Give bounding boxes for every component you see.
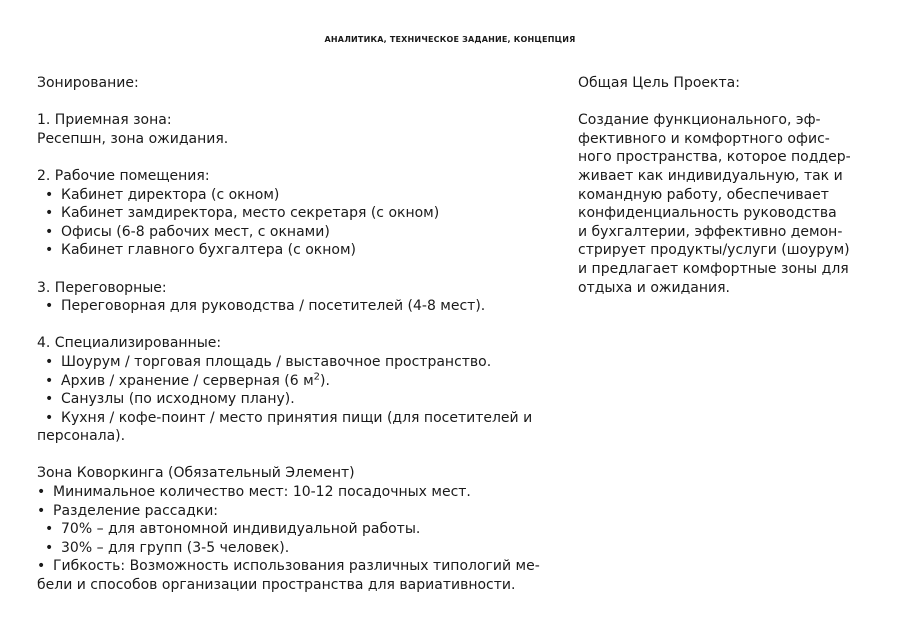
list-item: • 70% – для автономной индивидуальной работы. [45, 521, 421, 538]
list-item: • Разделение рассадки: [37, 502, 219, 519]
goal-text-line: стрирует продукты/услуги (шоурум) [578, 242, 850, 259]
list-item: • Санузлы (по исходному плану). [45, 391, 295, 408]
list-item: • Кухня / кофе-поинт / место принятия пищи (для посетителей и [45, 409, 533, 426]
list-item: • Гибкость: Возможность использования различных типологий ме- [37, 558, 540, 575]
goal-text-line: живает как индивидуальную, так и [578, 167, 843, 184]
goal-text-line: и бухгалтерии, эффективно демон- [578, 223, 843, 240]
list-item: • Кабинет замдиректора, место секретаря (с окном) [45, 205, 440, 222]
reception-text: Ресепшн, зона ожидания. [37, 130, 229, 147]
list-item: • Кабинет директора (с окном) [45, 186, 280, 203]
coworking-heading: Зона Коворкинга (Обязательный Элемент) [37, 465, 355, 482]
list-item-continuation: бели и способов организации пространства для вариативности. [37, 577, 516, 594]
page-header: АНАЛИТИКА, ТЕХНИЧЕСКОЕ ЗАДАНИЕ, КОНЦЕПЦИЯ [324, 35, 576, 44]
list-item: • Шоурум / торговая площадь / выставочное пространство. [45, 353, 492, 370]
zoning-column [37, 74, 557, 595]
goal-text-line: командную работу, обеспечивает [578, 186, 829, 203]
list-item: • Офисы (6-8 рабочих мест, с окнами) [45, 223, 330, 240]
goal-text-line: конфиденциальность руководства [578, 205, 837, 222]
list-item-continuation: персонала). [37, 428, 126, 445]
goal-text-line: фективного и комфортного офис- [578, 130, 830, 147]
goal-text-line: ного пространства, которое поддер- [578, 149, 851, 166]
zoning-title: Зонирование: [37, 75, 139, 91]
reception-heading: 1. Приемная зона: [37, 112, 172, 129]
list-item: • 30% – для групп (3-5 человек). [45, 539, 290, 556]
goal-column [578, 74, 878, 297]
list-item: • Кабинет главного бухгалтера (с окном) [45, 242, 356, 259]
list-item: • Переговорная для руководства / посетителей (4-8 мест). [45, 298, 486, 315]
goal-text-line: отдыха и ожидания. [578, 279, 730, 296]
goal-title: Общая Цель Проекта: [578, 75, 740, 91]
meeting-heading: 3. Переговорные: [37, 279, 167, 296]
goal-text-line: и предлагает комфортные зоны для [578, 260, 849, 277]
list-item: • Архив / хранение / серверная (6 $м^2$). [45, 370, 330, 389]
goal-text-line: Создание функционального, эф- [578, 112, 821, 129]
list-item: • Минимальное количество мест: 10-12 посадочных мест. [37, 484, 471, 501]
work-heading: 2. Рабочие помещения: [37, 167, 210, 184]
special-heading: 4. Специализированные: [37, 335, 222, 352]
